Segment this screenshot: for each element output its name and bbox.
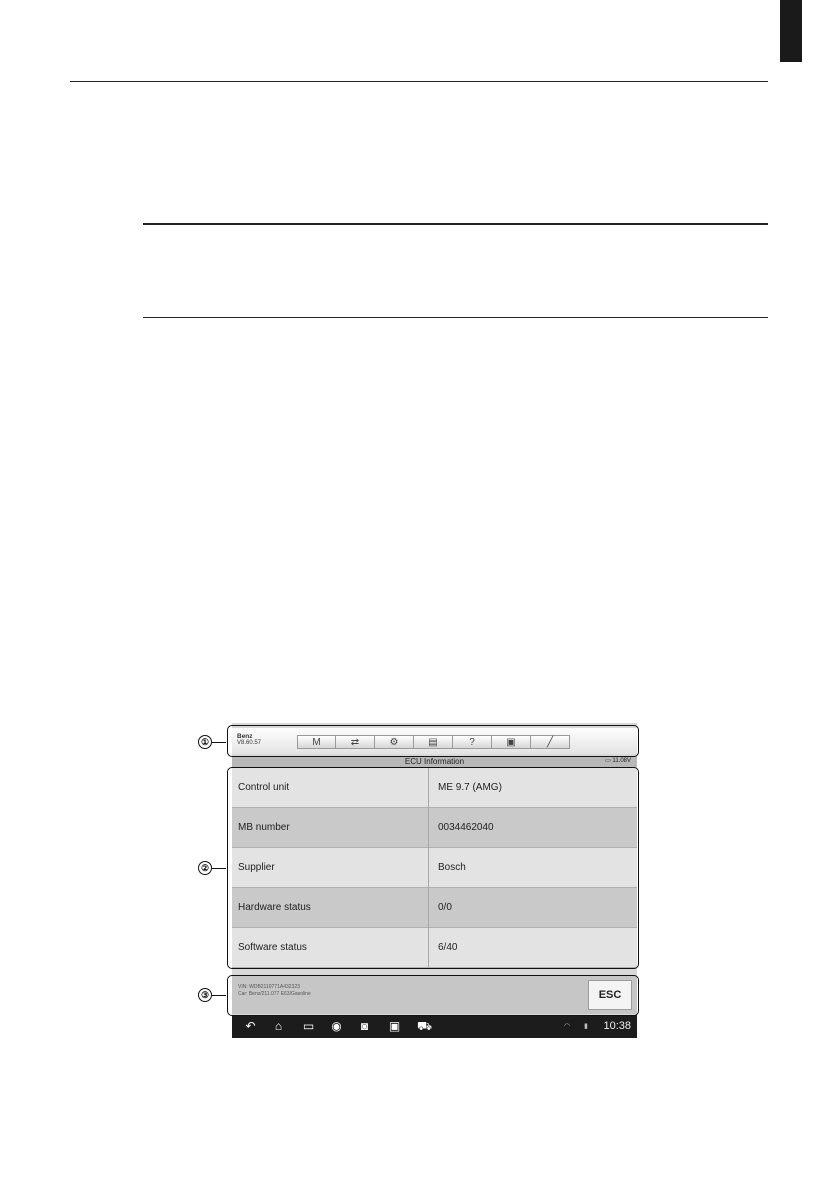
callout-3: ③ bbox=[198, 988, 212, 1002]
screen-title: ECU Information bbox=[404, 757, 465, 766]
row-value: 0034462040 bbox=[438, 822, 494, 833]
callout-1-leader bbox=[212, 742, 226, 743]
row-value: 0/0 bbox=[438, 902, 452, 913]
camera-icon[interactable]: ◙ bbox=[360, 1019, 369, 1033]
home-nav-icon[interactable]: ⌂ bbox=[274, 1019, 283, 1033]
settings-icon: ⚙ bbox=[389, 736, 399, 748]
recent-apps-icon[interactable]: ▭ bbox=[302, 1019, 315, 1033]
browser-icon[interactable]: ◉ bbox=[331, 1019, 342, 1033]
vin-text: VIN: WDB2110771A432323 bbox=[238, 984, 300, 990]
main-section-frame bbox=[227, 767, 639, 969]
function-bar-frame bbox=[227, 975, 639, 1016]
display-icon[interactable]: ▣ bbox=[388, 1019, 401, 1033]
callout-2-leader bbox=[212, 868, 226, 869]
row-label: MB number bbox=[238, 822, 290, 833]
save-icon: ▣ bbox=[506, 736, 516, 748]
car-text: Car: Benz/211.077 E63/Gasoline bbox=[238, 991, 311, 997]
back-icon[interactable]: ↶ bbox=[245, 1019, 256, 1033]
clock: 10:38 bbox=[603, 1020, 631, 1032]
vehicle-swap-icon: ⇄ bbox=[350, 736, 360, 748]
esc-button[interactable]: ESC bbox=[588, 980, 632, 1010]
software-version: V8.60.57 bbox=[237, 740, 262, 746]
screen-title-bar bbox=[232, 756, 637, 767]
row-value: ME 9.7 (AMG) bbox=[438, 782, 502, 793]
home-icon: M bbox=[312, 736, 321, 748]
row-label: Hardware status bbox=[238, 902, 311, 913]
vci-icon[interactable]: ⛟ bbox=[416, 1019, 433, 1033]
battery-icon: ▭ bbox=[605, 758, 611, 764]
callout-3-leader bbox=[212, 995, 226, 996]
row-value: 6/40 bbox=[438, 942, 458, 953]
row-label: Supplier bbox=[238, 862, 275, 873]
header-rule bbox=[70, 81, 768, 82]
row-label: Control unit bbox=[238, 782, 290, 793]
callout-2: ② bbox=[198, 861, 212, 875]
vehicle-make: Benz bbox=[237, 733, 253, 740]
callout-1: ① bbox=[198, 735, 212, 749]
edit-icon: ╱ bbox=[546, 736, 554, 748]
voltage-value: 11.08V bbox=[612, 758, 631, 764]
print-icon: ▤ bbox=[428, 736, 438, 748]
note-rule-bottom bbox=[143, 317, 768, 318]
wifi-icon: ◠ bbox=[564, 1023, 571, 1030]
note-rule-top bbox=[143, 223, 768, 225]
battery-status-icon: ▮ bbox=[584, 1023, 588, 1030]
battery-voltage bbox=[605, 756, 631, 767]
page-edge-tab bbox=[780, 0, 802, 62]
system-nav-bar bbox=[232, 1015, 637, 1038]
help-icon: ? bbox=[469, 736, 475, 748]
row-label: Software status bbox=[238, 942, 307, 953]
toolbar-frame bbox=[227, 725, 639, 757]
row-value: Bosch bbox=[438, 862, 466, 873]
